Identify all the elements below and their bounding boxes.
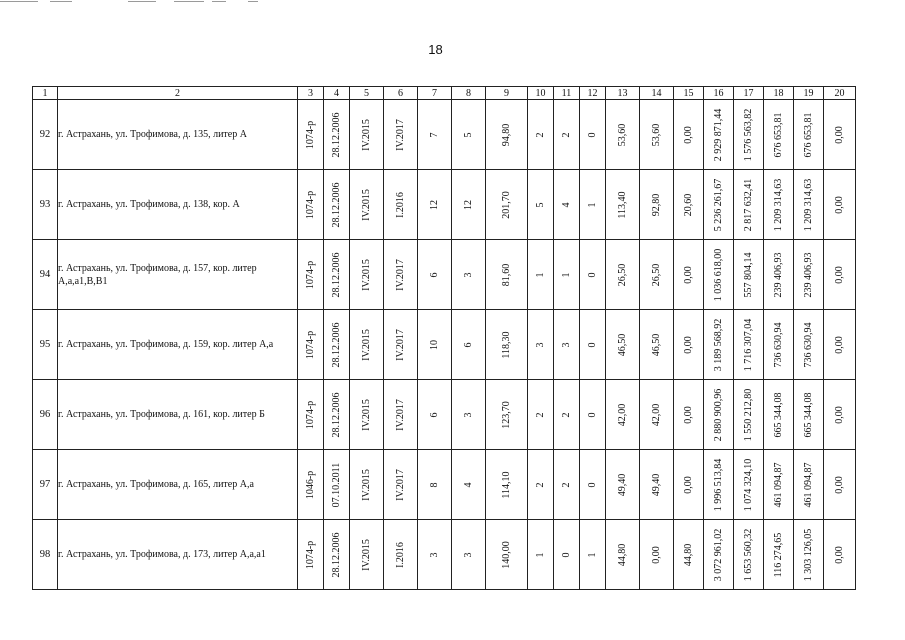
cell-value: 92,80: [650, 193, 662, 216]
table-cell: [528, 310, 554, 380]
cell-value: 1 303 126,05: [802, 528, 814, 581]
cell-value: 676 653,81: [772, 112, 784, 157]
header-row: [33, 87, 856, 100]
table-cell: [794, 450, 824, 520]
cell-value: 0,00: [682, 125, 694, 144]
cell-value: 1074-р: [304, 120, 316, 149]
cell-value: 2: [534, 132, 546, 137]
cell-value: 42,00: [650, 403, 662, 426]
cell-value: 1 996 513,84: [712, 458, 724, 511]
cell-value: 2: [560, 132, 572, 137]
table-cell: [418, 100, 452, 170]
table-cell: [350, 240, 384, 310]
table-cell: [580, 310, 606, 380]
table-cell: [794, 170, 824, 240]
column-header: 1: [33, 87, 58, 100]
table-cell: [606, 520, 640, 590]
table-cell: [452, 100, 486, 170]
cell-value: 461 094,87: [772, 462, 784, 507]
table-cell: [674, 170, 704, 240]
cell-value: 0,00: [833, 405, 845, 424]
cell-value: 2: [560, 482, 572, 487]
table-cell: [606, 240, 640, 310]
cell-value: 1 036 618,00: [712, 248, 724, 301]
cell-value: 44,80: [616, 543, 628, 566]
table-cell: [734, 100, 764, 170]
table-row: [33, 100, 856, 170]
table-cell: [606, 380, 640, 450]
cell-value: 736 630,94: [772, 322, 784, 367]
table-cell: [640, 450, 674, 520]
table-cell: [674, 310, 704, 380]
table-cell: [298, 520, 324, 590]
cell-value: 2: [534, 412, 546, 417]
table-row: [33, 310, 856, 380]
table-cell: [824, 170, 856, 240]
cell-value: 0,00: [682, 265, 694, 284]
address-cell: г. Астрахань, ул. Трофимова, д. 159, кор. литер А,а: [58, 310, 298, 380]
cell-value: 0,00: [682, 405, 694, 424]
cell-value: 0,00: [833, 475, 845, 494]
table-cell: [452, 380, 486, 450]
table-cell: [580, 450, 606, 520]
table-cell: [350, 520, 384, 590]
cell-value: 28.12.2006: [330, 532, 342, 577]
cell-value: 140,00: [500, 540, 512, 569]
table-cell: [794, 380, 824, 450]
cell-value: 201,70: [500, 190, 512, 219]
cell-value: IV.2015: [360, 258, 372, 291]
row-number: 95: [33, 310, 58, 380]
table-cell: [704, 170, 734, 240]
address-cell: г. Астрахань, ул. Трофимова, д. 138, кор. А: [58, 170, 298, 240]
cell-value: 8: [428, 482, 440, 487]
table-cell: [704, 380, 734, 450]
cell-value: 0: [586, 272, 598, 277]
cell-value: IV.2015: [360, 538, 372, 571]
table-cell: [324, 380, 350, 450]
table-cell: [640, 100, 674, 170]
cell-value: 1: [534, 552, 546, 557]
row-number: 96: [33, 380, 58, 450]
cell-value: 28.12.2006: [330, 182, 342, 227]
table-cell: [580, 170, 606, 240]
cell-value: 1074-р: [304, 190, 316, 219]
cell-value: 0,00: [650, 545, 662, 564]
column-header: 8: [452, 87, 486, 100]
table-cell: [418, 380, 452, 450]
cell-value: 114,10: [500, 470, 512, 499]
table-cell: [350, 100, 384, 170]
cell-value: 2 929 871,44: [712, 108, 724, 161]
cell-value: 3: [462, 552, 474, 557]
cell-value: 5 236 261,67: [712, 178, 724, 231]
cell-value: 113,40: [616, 190, 628, 219]
column-header: 12: [580, 87, 606, 100]
cell-value: 0: [586, 412, 598, 417]
cell-value: 557 804,14: [742, 252, 754, 297]
table-cell: [384, 450, 418, 520]
table-cell: [452, 520, 486, 590]
cell-value: 0: [586, 482, 598, 487]
table-cell: [674, 450, 704, 520]
cell-value: IV.2017: [394, 468, 406, 501]
cell-value: 94,80: [500, 123, 512, 146]
cell-value: 1074-р: [304, 400, 316, 429]
table-cell: [452, 170, 486, 240]
table-cell: [528, 380, 554, 450]
cell-value: 26,50: [650, 263, 662, 286]
cell-value: I.2016: [394, 191, 406, 218]
cell-value: 6: [428, 412, 440, 417]
table-cell: [606, 100, 640, 170]
cell-value: 3: [560, 342, 572, 347]
table-cell: [764, 100, 794, 170]
table-row: [33, 520, 856, 590]
cell-value: 1 209 314,63: [802, 178, 814, 231]
address-cell: г. Астрахань, ул. Трофимова, д. 135, литер А: [58, 100, 298, 170]
cell-value: 46,50: [616, 333, 628, 356]
cell-value: 53,60: [616, 123, 628, 146]
address-cell: г. Астрахань, ул. Трофимова, д. 165, литер А,а: [58, 450, 298, 520]
address-cell: г. Астрахань, ул. Трофимова, д. 157, кор. литер А,а,а1,В,В1: [58, 240, 298, 310]
cell-value: IV.2017: [394, 258, 406, 291]
cell-value: 81,60: [500, 263, 512, 286]
cell-value: 3: [462, 412, 474, 417]
table-cell: [606, 450, 640, 520]
cell-value: 5: [534, 202, 546, 207]
table-cell: [298, 450, 324, 520]
table-cell: [486, 520, 528, 590]
cell-value: 0,00: [833, 545, 845, 564]
cell-value: 3: [462, 272, 474, 277]
table-cell: [324, 170, 350, 240]
cell-value: 44,80: [682, 543, 694, 566]
column-header: 15: [674, 87, 704, 100]
table-cell: [704, 520, 734, 590]
table-cell: [580, 100, 606, 170]
table-cell: [486, 100, 528, 170]
table-cell: [384, 310, 418, 380]
scan-edge-marks: [0, 0, 300, 4]
table-cell: [824, 240, 856, 310]
cell-value: 4: [462, 482, 474, 487]
cell-value: 0,00: [682, 475, 694, 494]
cell-value: IV.2015: [360, 328, 372, 361]
column-header: 7: [418, 87, 452, 100]
table-cell: [734, 240, 764, 310]
table-cell: [674, 100, 704, 170]
table-cell: [674, 380, 704, 450]
table-cell: [350, 450, 384, 520]
table-cell: [704, 310, 734, 380]
table-cell: [554, 240, 580, 310]
column-header: 2: [58, 87, 298, 100]
table-cell: [384, 380, 418, 450]
table-row: [33, 450, 856, 520]
table-cell: [554, 380, 580, 450]
table-cell: [486, 240, 528, 310]
cell-value: 3: [534, 342, 546, 347]
table-cell: [298, 380, 324, 450]
cell-value: 2: [534, 482, 546, 487]
table-cell: [350, 310, 384, 380]
table-cell: [824, 520, 856, 590]
table-cell: [734, 450, 764, 520]
cell-value: 1: [586, 552, 598, 557]
table-cell: [704, 450, 734, 520]
table-cell: [606, 170, 640, 240]
table-cell: [704, 100, 734, 170]
table-cell: [824, 100, 856, 170]
row-number: 97: [33, 450, 58, 520]
cell-value: 665 344,08: [802, 392, 814, 437]
table-cell: [704, 240, 734, 310]
table-cell: [764, 380, 794, 450]
cell-value: IV.2015: [360, 468, 372, 501]
table-cell: [554, 310, 580, 380]
column-header: 3: [298, 87, 324, 100]
cell-value: 1074-р: [304, 540, 316, 569]
cell-value: IV.2015: [360, 398, 372, 431]
cell-value: 0: [586, 132, 598, 137]
cell-value: 2 880 900,96: [712, 388, 724, 441]
table-cell: [554, 170, 580, 240]
table-row: [33, 380, 856, 450]
cell-value: 53,60: [650, 123, 662, 146]
table-cell: [640, 170, 674, 240]
column-header: 14: [640, 87, 674, 100]
cell-value: 1: [586, 202, 598, 207]
cell-value: IV.2017: [394, 398, 406, 431]
table-cell: [764, 240, 794, 310]
table-cell: [734, 170, 764, 240]
table-cell: [298, 310, 324, 380]
cell-value: IV.2015: [360, 188, 372, 221]
table-cell: [298, 240, 324, 310]
table-cell: [418, 310, 452, 380]
cell-value: 239 406,93: [802, 252, 814, 297]
cell-value: 28.12.2006: [330, 322, 342, 367]
cell-value: 123,70: [500, 400, 512, 429]
page-number: 18: [428, 42, 443, 57]
address-cell: г. Астрахань, ул. Трофимова, д. 161, кор. литер Б: [58, 380, 298, 450]
cell-value: 4: [560, 202, 572, 207]
table-cell: [452, 310, 486, 380]
column-header: 10: [528, 87, 554, 100]
cell-value: 7: [428, 132, 440, 137]
table-cell: [528, 520, 554, 590]
cell-value: 1074-р: [304, 260, 316, 289]
cell-value: 118,30: [500, 330, 512, 359]
cell-value: 0,00: [833, 265, 845, 284]
table-cell: [734, 380, 764, 450]
table-cell: [486, 170, 528, 240]
cell-value: 49,40: [616, 473, 628, 496]
cell-value: 1046-р: [304, 470, 316, 499]
table-cell: [606, 310, 640, 380]
column-header: 16: [704, 87, 734, 100]
cell-value: 1 653 560,32: [742, 528, 754, 581]
table-cell: [384, 170, 418, 240]
address-cell: г. Астрахань, ул. Трофимова, д. 173, литер А,а,а1: [58, 520, 298, 590]
table-cell: [794, 240, 824, 310]
cell-value: 665 344,08: [772, 392, 784, 437]
cell-value: 2: [560, 412, 572, 417]
table-cell: [418, 520, 452, 590]
column-header: 4: [324, 87, 350, 100]
cell-value: 1 074 324,10: [742, 458, 754, 511]
cell-value: 28.12.2006: [330, 252, 342, 297]
table-cell: [384, 100, 418, 170]
table-cell: [528, 240, 554, 310]
table-cell: [298, 170, 324, 240]
cell-value: 07.10.2011: [330, 462, 342, 507]
cell-value: 49,40: [650, 473, 662, 496]
table-cell: [580, 380, 606, 450]
cell-value: 676 653,81: [802, 112, 814, 157]
table-cell: [674, 520, 704, 590]
table-cell: [824, 380, 856, 450]
row-number: 92: [33, 100, 58, 170]
row-number: 98: [33, 520, 58, 590]
table-cell: [764, 170, 794, 240]
table-cell: [794, 100, 824, 170]
table-cell: [734, 520, 764, 590]
cell-value: I.2016: [394, 541, 406, 568]
table-row: [33, 170, 856, 240]
cell-value: 736 630,94: [802, 322, 814, 367]
table-cell: [486, 450, 528, 520]
cell-value: 1: [560, 272, 572, 277]
cell-value: 1 550 212,80: [742, 388, 754, 441]
table-cell: [324, 100, 350, 170]
table-cell: [324, 310, 350, 380]
table-cell: [528, 100, 554, 170]
column-header: 19: [794, 87, 824, 100]
table-cell: [640, 380, 674, 450]
column-header: 20: [824, 87, 856, 100]
table-cell: [528, 450, 554, 520]
cell-value: 2 817 632,41: [742, 178, 754, 231]
table-cell: [640, 240, 674, 310]
cell-value: 239 406,93: [772, 252, 784, 297]
cell-value: 5: [462, 132, 474, 137]
table-cell: [486, 380, 528, 450]
table-cell: [794, 310, 824, 380]
cell-value: 0,00: [682, 335, 694, 354]
table-cell: [554, 520, 580, 590]
table-cell: [324, 520, 350, 590]
cell-value: 20,60: [682, 193, 694, 216]
table-cell: [824, 450, 856, 520]
cell-value: 6: [462, 342, 474, 347]
table-cell: [554, 450, 580, 520]
cell-value: 3 072 961,02: [712, 528, 724, 581]
cell-value: 0,00: [833, 335, 845, 354]
table-cell: [674, 240, 704, 310]
cell-value: 42,00: [616, 403, 628, 426]
row-number: 93: [33, 170, 58, 240]
table-cell: [640, 310, 674, 380]
cell-value: 0: [560, 552, 572, 557]
cell-value: 0: [586, 342, 598, 347]
table-cell: [554, 100, 580, 170]
row-number: 94: [33, 240, 58, 310]
data-table: [32, 86, 856, 590]
table-cell: [486, 310, 528, 380]
table-cell: [324, 450, 350, 520]
table-row: [33, 240, 856, 310]
cell-value: 1 576 563,82: [742, 108, 754, 161]
table-cell: [640, 520, 674, 590]
table-cell: [764, 520, 794, 590]
column-header: 17: [734, 87, 764, 100]
column-header: 5: [350, 87, 384, 100]
column-header: 13: [606, 87, 640, 100]
cell-value: 3 189 568,92: [712, 318, 724, 371]
cell-value: 1 209 314,63: [772, 178, 784, 231]
table-cell: [384, 520, 418, 590]
table-cell: [734, 310, 764, 380]
table-cell: [794, 520, 824, 590]
cell-value: 10: [428, 339, 440, 350]
cell-value: IV.2017: [394, 328, 406, 361]
table-cell: [350, 170, 384, 240]
cell-value: IV.2017: [394, 118, 406, 151]
cell-value: 1074-р: [304, 330, 316, 359]
cell-value: 1: [534, 272, 546, 277]
table-cell: [418, 240, 452, 310]
table-cell: [350, 380, 384, 450]
cell-value: 28.12.2006: [330, 392, 342, 437]
cell-value: 0,00: [833, 125, 845, 144]
cell-value: 1 716 307,04: [742, 318, 754, 371]
table-cell: [764, 310, 794, 380]
column-header: 9: [486, 87, 528, 100]
cell-value: 12: [428, 199, 440, 210]
cell-value: 461 094,87: [802, 462, 814, 507]
table-cell: [764, 450, 794, 520]
cell-value: 26,50: [616, 263, 628, 286]
table-cell: [580, 240, 606, 310]
table-cell: [298, 100, 324, 170]
table-cell: [324, 240, 350, 310]
table-cell: [418, 170, 452, 240]
table-cell: [384, 240, 418, 310]
table-cell: [452, 450, 486, 520]
cell-value: 3: [428, 552, 440, 557]
cell-value: 12: [462, 199, 474, 210]
cell-value: IV.2015: [360, 118, 372, 151]
table-cell: [418, 450, 452, 520]
cell-value: 46,50: [650, 333, 662, 356]
table-cell: [528, 170, 554, 240]
table-cell: [580, 520, 606, 590]
table-cell: [824, 310, 856, 380]
cell-value: 116 274,65: [772, 532, 784, 577]
table-cell: [452, 240, 486, 310]
column-header: 6: [384, 87, 418, 100]
cell-value: 6: [428, 272, 440, 277]
column-header: 18: [764, 87, 794, 100]
column-header: 11: [554, 87, 580, 100]
cell-value: 0,00: [833, 195, 845, 214]
cell-value: 28.12.2006: [330, 112, 342, 157]
